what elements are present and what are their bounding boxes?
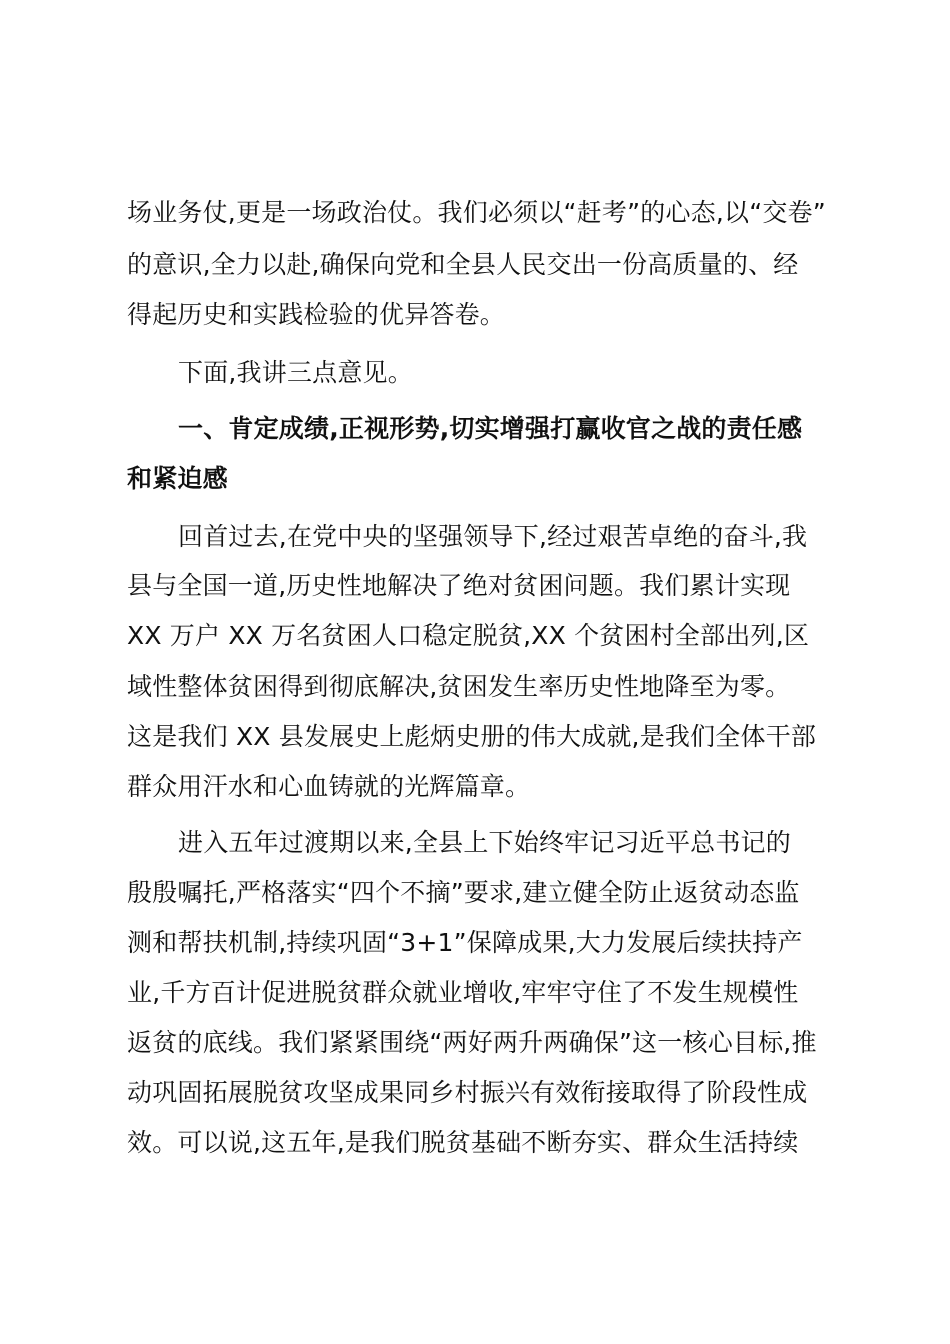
- paragraph-line: 下面,我讲三点意见。: [178, 358, 413, 387]
- paragraph-line: 效。可以说,这五年,是我们脱贫基础不断夯实、群众生活持续: [127, 1128, 799, 1157]
- paragraph-line: 业,千方百计促进脱贫群众就业增收,牢牢守住了不发生规模性: [127, 978, 799, 1007]
- paragraph-line: 返贫的底线。我们紧紧围绕“两好两升两确保”这一核心目标,推: [127, 1028, 817, 1057]
- section-heading: 一、肯定成绩,正视形势,切实增强打赢收官之战的责任感: [178, 414, 803, 443]
- paragraph-line: XX 万户 XX 万名贫困人口稳定脱贫,XX 个贫困村全部出列,区: [127, 621, 810, 650]
- paragraph-line: 回首过去,在党中央的坚强领导下,经过艰苦卓绝的奋斗,我: [178, 522, 808, 551]
- paragraph-line: 这是我们 XX 县发展史上彪炳史册的伟大成就,是我们全体干部: [127, 722, 817, 751]
- paragraph-line: 场业务仗,更是一场政治仗。我们必须以“赶考”的心态,以“交卷”: [127, 198, 826, 227]
- paragraph-line: 域性整体贫困得到彻底解决,贫困发生率历史性地降至为零。: [127, 672, 791, 701]
- paragraph-line: 进入五年过渡期以来,全县上下始终牢记习近平总书记的: [178, 828, 791, 857]
- paragraph-line: 殷殷嘱托,严格落实“四个不摘”要求,建立健全防止返贫动态监: [127, 878, 800, 907]
- paragraph-line: 县与全国一道,历史性地解决了绝对贫困问题。我们累计实现: [127, 571, 791, 600]
- paragraph-line: 得起历史和实践检验的优异答卷。: [127, 300, 506, 329]
- paragraph-line: 群众用汗水和心血铸就的光辉篇章。: [127, 772, 531, 801]
- paragraph-line: 测和帮扶机制,持续巩固“3+1”保障成果,大力发展后续扶持产: [127, 928, 803, 957]
- paragraph-line: 动巩固拓展脱贫攻坚成果同乡村振兴有效衔接取得了阶段性成: [127, 1078, 808, 1107]
- paragraph-line: 的意识,全力以赴,确保向党和全县人民交出一份高质量的、经: [127, 250, 799, 279]
- section-heading: 和紧迫感: [127, 464, 228, 493]
